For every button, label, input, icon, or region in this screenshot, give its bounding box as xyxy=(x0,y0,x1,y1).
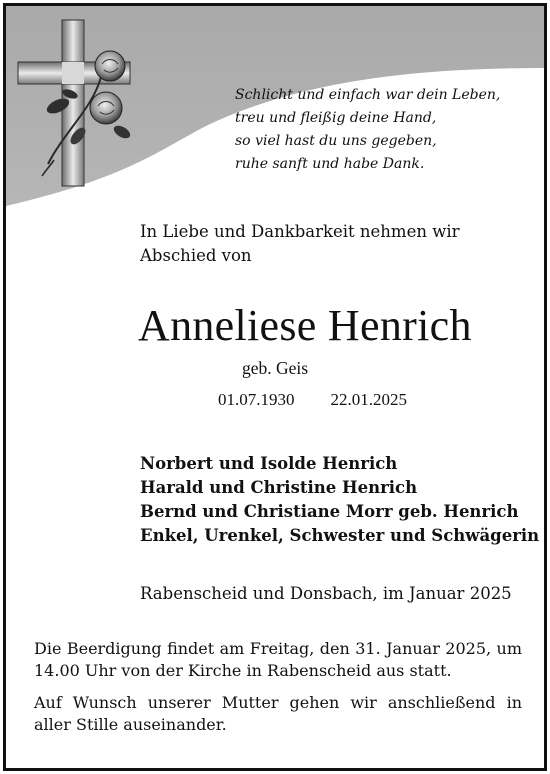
cross-with-roses-icon xyxy=(14,14,144,192)
mourner-line: Harald und Christine Henrich xyxy=(140,478,418,497)
mourner-line: Norbert und Isolde Henrich xyxy=(140,454,398,473)
mourner-line: Enkel, Urenkel, Schwester und Schwägerin xyxy=(140,526,540,545)
mourner-line: Bernd und Christiane Morr geb. Henrich xyxy=(140,502,519,521)
place-and-date: Rabenscheid und Donsbach, im Januar 2025 xyxy=(140,584,512,603)
memorial-poem xyxy=(235,84,500,176)
poem-line: Schlicht und einfach war dein Leben, xyxy=(235,87,501,103)
intro-line: Abschied von xyxy=(140,246,252,265)
intro-text xyxy=(140,220,460,268)
death-date: 22.01.2025 xyxy=(330,390,407,409)
poem-line: treu und fleißig deine Hand, xyxy=(235,110,437,126)
poem-line: ruhe sanft und habe Dank. xyxy=(235,156,425,172)
farewell-notice: Auf Wunsch unserer Mutter gehen wir anschließend in aller Stille auseinander. xyxy=(34,693,522,734)
funeral-notice: Die Beerdigung findet am Freitag, den 31. Januar 2025, um 14.00 Uhr von der Kirche in Rabenscheid aus statt. xyxy=(34,639,522,680)
birth-date: 01.07.1930 xyxy=(218,390,295,409)
intro-line: In Liebe und Dankbarkeit nehmen wir xyxy=(140,222,460,241)
life-dates xyxy=(218,390,407,410)
deceased-name: Anneliese Henrich xyxy=(138,301,472,350)
birth-name: geb. Geis xyxy=(241,358,309,378)
mourners-list xyxy=(140,452,539,548)
poem-line: so viel hast du uns gegeben, xyxy=(235,133,437,149)
obituary-notice xyxy=(3,3,547,771)
